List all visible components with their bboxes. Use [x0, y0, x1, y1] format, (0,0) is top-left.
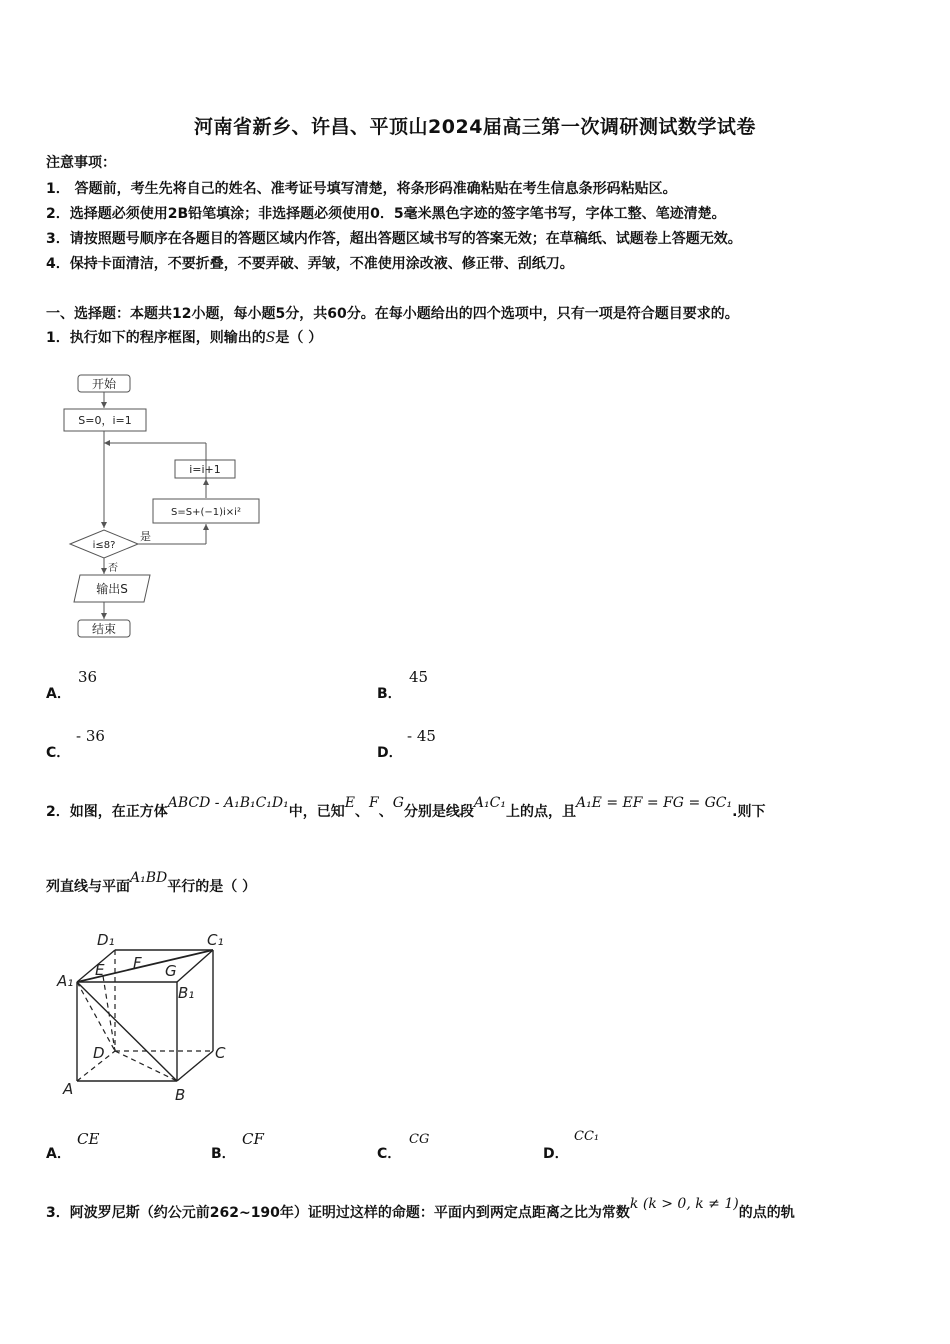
q1-option-b[interactable] [377, 683, 402, 703]
q1-option-c[interactable] [46, 742, 70, 762]
label-f: F [133, 954, 142, 972]
q2-option-d-letter: D． [543, 1146, 569, 1162]
q2-segment: A₁C₁ [473, 795, 506, 811]
label-a: A [63, 1080, 74, 1098]
q1-option-d-letter: D． [377, 745, 403, 761]
q3-p2: 的点的轨 [738, 1205, 795, 1221]
q2-p3: 分别是线段 [403, 804, 474, 820]
fc-start-text: 开始 [91, 377, 117, 391]
q2-point-f: F [369, 795, 379, 811]
q2-option-a-letter: A． [46, 1146, 71, 1162]
label-c: C [215, 1044, 226, 1062]
q3-k-condition: k (k > 0, k ≠ 1) [629, 1196, 739, 1212]
q1-option-b-value: 45 [409, 668, 429, 686]
label-d: D [93, 1044, 105, 1062]
fc-end-text: 结束 [91, 622, 117, 636]
notice-item-3: 3．请按照题号顺序在各题目的答题区域内作答，超出答题区域书写的答案无效；在草稿纸、试题卷上答题无效。 [46, 231, 742, 247]
q2-equation: A₁E = EF = FG = GC₁ [575, 795, 733, 811]
label-d1: D₁ [97, 931, 115, 949]
q2-line2a: 列直线与平面 [46, 879, 130, 895]
q2-p5: .则下 [732, 804, 766, 820]
question-2-stem-line2 [46, 870, 257, 896]
q2-option-d-value: CC₁ [574, 1129, 600, 1144]
fc-increment-text: i=i+1 [189, 463, 221, 476]
q2-point-e: E [344, 795, 355, 811]
q1-option-d[interactable] [377, 742, 403, 762]
page-title: 河南省新乡、许昌、平顶山2024届高三第一次调研测试数学试卷 [194, 116, 756, 138]
notice-heading: 注意事项： [46, 155, 116, 171]
q2-option-d[interactable] [543, 1143, 569, 1163]
label-b: B [175, 1086, 186, 1104]
q2-option-a-value: CE [77, 1130, 100, 1148]
q1-option-a-value: 36 [78, 668, 98, 686]
q1-option-b-letter: B． [377, 686, 402, 702]
q1-var: S [265, 330, 276, 346]
q1-option-c-letter: C． [46, 745, 71, 761]
flowchart [60, 368, 270, 643]
notice-item-1: 1． 答题前，考生先将自己的姓名、准考证号填写清楚，将条形码准确粘贴在考生信息条形码粘贴区。 [46, 181, 677, 197]
q2-point-g: G [392, 795, 404, 811]
fc-init-text: S=0，i=1 [78, 414, 132, 427]
q2-option-c-letter: C． [377, 1146, 402, 1162]
fc-condition-text: i≤8? [92, 540, 116, 551]
q2-line2b: 平行的是（ ） [167, 879, 257, 895]
question-1-stem [46, 327, 322, 347]
question-3-stem [46, 1196, 795, 1222]
q2-cube: ABCD - A₁B₁C₁D₁ [167, 795, 289, 811]
q2-option-a[interactable] [46, 1143, 71, 1163]
q2-sep2: 、 [378, 804, 393, 820]
q2-plane: A₁BD [130, 870, 168, 886]
fc-no-label: 否 [108, 563, 118, 574]
fc-yes-label: 是 [140, 530, 151, 543]
q3-p1: 3．阿波罗尼斯（约公元前262~190年）证明过这样的命题：平面内到两定点距离之比为常数 [46, 1205, 630, 1221]
q2-sep1: 、 [355, 804, 369, 820]
label-b1: B₁ [178, 984, 195, 1002]
q1-option-d-value: - 45 [407, 727, 436, 745]
label-g: G [165, 962, 177, 980]
q2-option-b-value: CF [242, 1130, 264, 1148]
q2-option-b-letter: B． [211, 1146, 236, 1162]
q1-option-c-value: - 36 [76, 727, 105, 745]
q2-option-c-value: CG [409, 1132, 430, 1147]
q1-option-a[interactable] [46, 683, 71, 703]
q1-prefix: 1．执行如下的程序框图，则输出的 [46, 330, 266, 346]
question-2-stem-line1 [46, 795, 766, 821]
q2-p2: 中，已知 [288, 804, 345, 820]
fc-update-text: S=S+(−1)i×i² [171, 507, 241, 518]
fc-output-text: 输出S [96, 582, 128, 596]
label-c1: C₁ [207, 931, 224, 949]
notice-item-2: 2．选择题必须使用2B铅笔填涂；非选择题必须使用0．5毫米黑色字迹的签字笔书写，字体工整、笔迹清楚。 [46, 206, 726, 222]
label-e: E [95, 961, 105, 979]
q2-p4: 上的点，且 [505, 804, 576, 820]
q1-option-a-letter: A． [46, 686, 71, 702]
q1-suffix: 是（ ） [275, 330, 323, 346]
label-a1: A₁ [57, 972, 74, 990]
q2-p1: 2．如图，在正方体 [46, 804, 168, 820]
q2-option-b[interactable] [211, 1143, 236, 1163]
notice-item-4: 4．保持卡面清洁，不要折叠，不要弄破、弄皱，不准使用涂改液、修正带、刮纸刀。 [46, 256, 574, 272]
section-heading: 一、选择题：本题共12小题，每小题5分，共60分。在每小题给出的四个选项中，只有一项是符合题目要求的。 [46, 306, 739, 322]
q2-option-c[interactable] [377, 1143, 401, 1163]
cube-figure [55, 928, 245, 1108]
